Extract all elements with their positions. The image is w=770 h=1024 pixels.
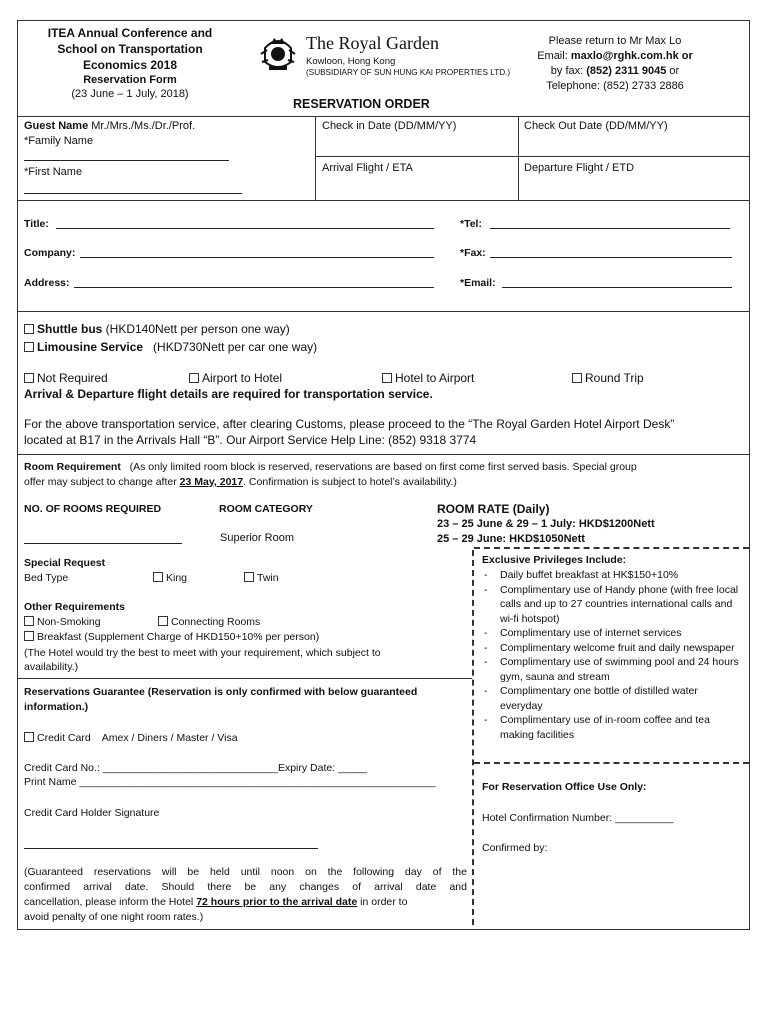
room-requirement-note: offer may subject to change after bbox=[24, 476, 180, 488]
reservation-order-title: RESERVATION ORDER bbox=[293, 97, 430, 111]
departure-flight-field[interactable]: Departure Flight / ETD bbox=[524, 162, 635, 174]
email-field-label: *Email: bbox=[460, 277, 496, 289]
option-label: Non-Smoking bbox=[37, 616, 101, 628]
signature-label: Credit Card Holder Signature bbox=[24, 807, 160, 819]
option-label: Hotel to Airport bbox=[395, 371, 475, 385]
conf-title-line: ITEA Annual Conference and bbox=[47, 26, 213, 40]
privilege-item: - Complimentary welcome fruit and daily newspaper bbox=[480, 641, 742, 656]
checkbox[interactable] bbox=[24, 732, 34, 742]
arrival-flight-field[interactable]: Arrival Flight / ETA bbox=[322, 162, 413, 174]
dashed-divider bbox=[472, 550, 474, 925]
family-name-label: *Family Name bbox=[24, 135, 94, 147]
rooms-required-field[interactable] bbox=[24, 543, 182, 544]
divider bbox=[18, 311, 749, 312]
card-types: Amex / Diners / Master / Visa bbox=[90, 732, 238, 744]
hotel-to-airport-option[interactable] bbox=[382, 371, 474, 385]
option-label: Breakfast (Supplement Charge of HKD150+10% per person) bbox=[37, 631, 320, 643]
privilege-item: - Complimentary use of in-room coffee and tea making facilities bbox=[480, 713, 742, 742]
col-room-rate: ROOM RATE (Daily) bbox=[437, 502, 550, 516]
limo-label: Limousine Service bbox=[37, 340, 144, 354]
return-email: maxlo@rghk.com.hk or bbox=[570, 50, 693, 62]
not-required-option[interactable] bbox=[24, 371, 108, 385]
checkbox[interactable] bbox=[189, 373, 199, 383]
print-name-field[interactable]: Print Name _____________________________________________________________ bbox=[24, 776, 436, 788]
privilege-item: - Complimentary use of internet services bbox=[480, 626, 742, 641]
non-smoking-option[interactable] bbox=[24, 616, 101, 628]
fax-field[interactable] bbox=[490, 257, 732, 258]
breakfast-option[interactable] bbox=[24, 631, 319, 643]
credit-card-number-field[interactable]: Credit Card No.: ______________________________Expiry Date: _____ bbox=[24, 762, 368, 774]
guarantee-note bbox=[24, 865, 467, 925]
privilege-item: - Complimentary use of swimming pool and 24 hours gym, sauna and stream bbox=[480, 655, 742, 684]
guarantee-title: Reservations Guarantee (Reservation is only confirmed with below guaranteed bbox=[24, 686, 418, 698]
shuttle-bus-option[interactable] bbox=[24, 322, 290, 336]
checkin-field[interactable]: Check in Date (DD/MM/YY) bbox=[322, 120, 457, 132]
option-label: Airport to Hotel bbox=[202, 371, 283, 385]
airport-desk-note: For the above transportation service, after clearing Customs, please proceed to the “The Royal Garden Hotel Airport Desk” bbox=[24, 417, 675, 431]
note-text: in order to bbox=[357, 896, 408, 908]
form-name: Reservation Form bbox=[83, 74, 177, 86]
tel-label: *Tel: bbox=[460, 218, 482, 230]
title-field[interactable] bbox=[56, 228, 434, 229]
col-rooms-required: NO. OF ROOMS REQUIRED bbox=[24, 503, 162, 515]
room-category-value: Superior Room bbox=[220, 532, 294, 544]
royal-garden-crest-icon bbox=[257, 32, 299, 74]
credit-card-option[interactable] bbox=[24, 732, 238, 744]
tel-field[interactable] bbox=[490, 228, 730, 229]
note-emphasis: 72 hours prior to the arrival date bbox=[196, 896, 358, 908]
checkbox[interactable] bbox=[153, 572, 163, 582]
guest-name-label bbox=[24, 120, 195, 132]
checkbox[interactable] bbox=[572, 373, 582, 383]
return-info bbox=[505, 34, 725, 94]
room-requirement-label: Room Requirement bbox=[24, 461, 121, 473]
room-rate-2: 25 – 29 June: HKD$1050Nett bbox=[437, 533, 585, 545]
email-label: Email: bbox=[537, 50, 571, 62]
round-trip-option[interactable] bbox=[572, 371, 644, 385]
hotel-confirmation-number-field[interactable]: Hotel Confirmation Number: __________ bbox=[482, 812, 674, 824]
option-label: Not Required bbox=[37, 371, 108, 385]
checkbox[interactable] bbox=[382, 373, 392, 383]
divider bbox=[18, 678, 472, 679]
option-label: Connecting Rooms bbox=[171, 616, 261, 628]
note-text: cancellation, please inform the Hotel bbox=[24, 896, 197, 908]
title-label: Title: bbox=[24, 218, 49, 230]
return-to: Please return to Mr Max Lo bbox=[548, 35, 682, 47]
dashed-divider bbox=[474, 762, 749, 764]
conf-title-line: School on Transportation bbox=[57, 42, 203, 56]
limo-price: (HKD730Nett per car one way) bbox=[143, 340, 318, 354]
return-telephone: Telephone: (852) 2733 2886 bbox=[546, 80, 684, 92]
special-request-title: Special Request bbox=[24, 557, 106, 569]
checkbox[interactable] bbox=[24, 373, 34, 383]
airport-to-hotel-option[interactable] bbox=[189, 371, 282, 385]
fax-field-label: *Fax: bbox=[460, 247, 486, 259]
first-name-field[interactable] bbox=[24, 193, 242, 194]
guest-name-caption: Guest Name bbox=[24, 120, 89, 132]
company-label: Company: bbox=[24, 247, 76, 259]
privilege-item: - Complimentary one bottle of distilled water everyday bbox=[480, 684, 742, 713]
address-field[interactable] bbox=[74, 287, 434, 288]
limousine-option[interactable] bbox=[24, 340, 317, 354]
hotel-location: Kowloon, Hong Kong bbox=[306, 56, 396, 67]
checkbox[interactable] bbox=[24, 324, 34, 334]
room-requirement-note: (As only limited room block is reserved, reservations are based on first come first served basis. Special group bbox=[120, 461, 637, 473]
option-label: Credit Card bbox=[37, 732, 91, 744]
bed-type-label: Bed Type bbox=[24, 572, 69, 584]
room-rate-1: 23 – 25 June & 29 – 1 July: HKD$1200Nett bbox=[437, 518, 655, 530]
option-label: Twin bbox=[257, 572, 279, 584]
room-requirement-text bbox=[24, 461, 637, 473]
guarantee-title: information.) bbox=[24, 701, 89, 713]
checkbox[interactable] bbox=[24, 631, 34, 641]
dashed-divider bbox=[474, 547, 749, 549]
shuttle-label: Shuttle bus bbox=[37, 322, 103, 336]
guarantee-note-line bbox=[24, 895, 467, 910]
conf-title-line: Economics 2018 bbox=[82, 58, 178, 72]
divider bbox=[18, 454, 749, 455]
conference-dates: (23 June – 1 July, 2018) bbox=[71, 88, 189, 100]
fax-suffix: or bbox=[666, 65, 680, 77]
flight-details-note: Arrival & Departure flight details are required for transportation service. bbox=[24, 387, 433, 401]
cutoff-date: 23 May, 2017 bbox=[179, 476, 244, 488]
email-field[interactable] bbox=[502, 287, 732, 288]
twin-bed-option[interactable] bbox=[244, 572, 279, 584]
checkbox[interactable] bbox=[158, 616, 168, 626]
connecting-rooms-option[interactable] bbox=[158, 616, 260, 628]
shuttle-price: (HKD140Nett per person one way) bbox=[102, 322, 290, 336]
return-fax: (852) 2311 9045 bbox=[586, 65, 667, 77]
airport-desk-note: located at B17 in the Arrivals Hall “B”. Our Airport Service Help Line: (852) 9318 3774 bbox=[24, 433, 477, 447]
checkbox[interactable] bbox=[24, 342, 34, 352]
guarantee-note-line: confirmed arrival date. Should there be any changes of arrival date and bbox=[24, 881, 467, 893]
confirmed-by-field[interactable]: Confirmed by: bbox=[482, 842, 548, 854]
room-requirement-text bbox=[24, 476, 457, 488]
privileges-title: Exclusive Privileges Include: bbox=[482, 554, 627, 566]
address-label: Address: bbox=[24, 277, 70, 289]
option-label: King bbox=[166, 572, 188, 584]
signature-field[interactable] bbox=[24, 848, 318, 849]
hotel-try-note: (The Hotel would try the best to meet with your requirement, which subject to bbox=[24, 647, 381, 659]
honorifics: Mr./Mrs./Ms./Dr./Prof. bbox=[88, 120, 196, 132]
checkbox[interactable] bbox=[244, 572, 254, 582]
hotel-subsidiary: (SUBSIDIARY OF SUN HUNG KAI PROPERTIES LTD.) bbox=[306, 68, 511, 77]
fax-label: by fax: bbox=[550, 65, 587, 77]
first-name-label: *First Name bbox=[24, 166, 83, 178]
room-requirement-note: . Confirmation is subject to hotel’s availability.) bbox=[243, 476, 457, 488]
family-name-field[interactable] bbox=[24, 160, 229, 161]
company-field[interactable] bbox=[80, 257, 434, 258]
king-bed-option[interactable] bbox=[153, 572, 187, 584]
privilege-item: - Daily buffet breakfast at HK$150+10% bbox=[480, 568, 742, 583]
hotel-try-note: availability.) bbox=[24, 661, 79, 673]
col-room-category: ROOM CATEGORY bbox=[219, 503, 313, 515]
office-use-title: For Reservation Office Use Only: bbox=[482, 781, 647, 793]
conference-title bbox=[30, 25, 230, 73]
hotel-name: The Royal Garden bbox=[306, 33, 439, 53]
privileges-list bbox=[480, 568, 742, 742]
checkbox[interactable] bbox=[24, 616, 34, 626]
guarantee-note-line: (Guaranteed reservations will be held until noon on the following day of the bbox=[24, 866, 467, 878]
option-label: Round Trip bbox=[585, 371, 644, 385]
guarantee-note-line: avoid penalty of one night room rates.) bbox=[24, 911, 204, 923]
other-requirements-title: Other Requirements bbox=[24, 601, 125, 613]
privilege-item: - Complimentary use of Handy phone (with free local calls and up to 27 countries international calls and wi-fi hotspot) bbox=[480, 583, 742, 627]
checkout-field[interactable]: Check Out Date (DD/MM/YY) bbox=[524, 120, 668, 132]
